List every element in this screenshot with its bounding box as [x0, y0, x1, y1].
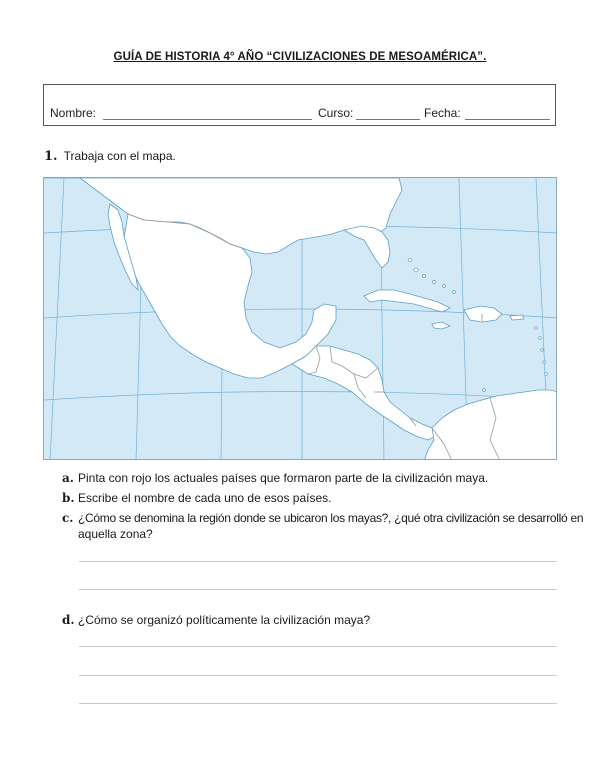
map-svg [44, 178, 557, 460]
outline-map[interactable] [43, 177, 557, 460]
answer-line-d-2[interactable] [79, 675, 557, 676]
question-c-continuation [78, 526, 153, 542]
course-field[interactable] [356, 119, 420, 120]
land-hispaniola [464, 306, 502, 322]
exercise-instruction: Trabaja con el mapa. [63, 149, 176, 163]
land-puerto-rico [510, 315, 524, 320]
question-d [62, 612, 370, 628]
course-label: Curso: [318, 106, 354, 120]
name-label: Nombre: [50, 106, 97, 120]
question-b [62, 490, 332, 506]
answer-line-d-3[interactable] [79, 703, 557, 704]
question-b-text: Escribe el nombre de cada uno de esos países. [78, 491, 332, 505]
question-d-text: ¿Cómo se organizó políticamente la civilización maya? [78, 613, 371, 627]
date-field[interactable] [465, 119, 550, 120]
exercise-heading [44, 149, 176, 164]
name-field[interactable] [103, 119, 312, 120]
exercise-number: 1. [44, 149, 58, 164]
answer-line-c-2[interactable] [79, 589, 557, 590]
question-c-text-line1: ¿Cómo se denomina la región donde se ubicaron los mayas?, ¿qué otra civilización se desarrolló en [78, 511, 584, 525]
answer-line-d-1[interactable] [79, 646, 557, 647]
land-cuba [364, 290, 450, 312]
question-b-letter: b. [62, 491, 75, 505]
answer-line-c-1[interactable] [79, 561, 557, 562]
question-c-text-line2: aquella zona? [78, 527, 153, 541]
question-a [62, 470, 488, 486]
worksheet-title: GUÍA DE HISTORIA 4° AÑO “CIVILIZACIONES DE MESOAMÉRICA”. [113, 51, 487, 63]
question-a-text: Pinta con rojo los actuales países que formaron parte de la civilización maya. [78, 471, 489, 485]
date-label: Fecha: [424, 106, 461, 120]
land-florida [344, 226, 390, 268]
land-jamaica [432, 322, 450, 329]
question-d-letter: d. [62, 613, 75, 627]
question-a-letter: a. [62, 471, 74, 485]
small-islands [408, 258, 547, 391]
question-c [62, 510, 583, 526]
student-info-box [43, 84, 556, 126]
question-c-letter: c. [62, 511, 74, 525]
